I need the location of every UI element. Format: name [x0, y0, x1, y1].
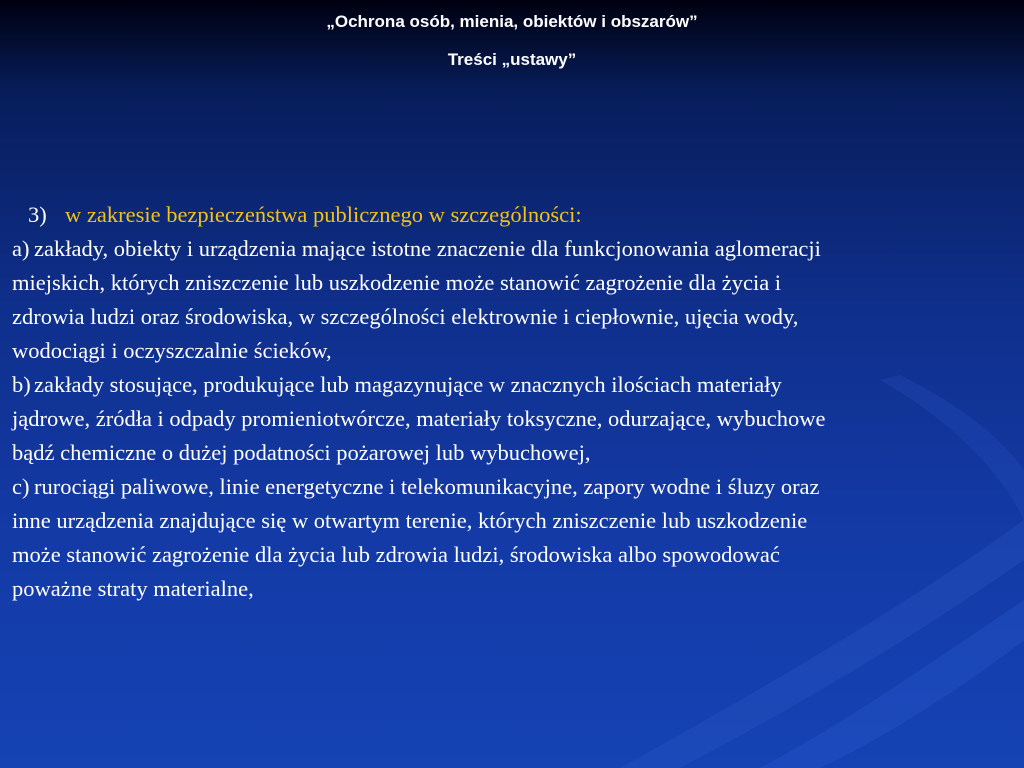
list-item-b: [12, 368, 1012, 470]
item-b-line-1: [12, 368, 1012, 402]
item-c-text-1: rurociągi paliwowe, linie energetyczne i telekomunikacyjne, zapory wodne i śluzy oraz: [34, 474, 820, 499]
slide-title: „Ochrona osób, mienia, obiektów i obszarów”: [326, 12, 698, 31]
section-heading-text: w zakresie bezpieczeństwa publicznego w szczególności:: [65, 202, 582, 227]
slide-subtitle: Treści „ustawy”: [447, 50, 577, 69]
item-b-line-3: bądź chemiczne o dużej podatności pożarowej lub wybuchowej,: [12, 440, 591, 465]
item-c-line-1: [12, 470, 1012, 504]
slide-header: [0, 10, 1024, 72]
item-b-letter: b): [12, 372, 31, 397]
list-item-c: [12, 470, 1012, 606]
item-a-text-1: zakłady, obiekty i urządzenia mające istotne znaczenie dla funkcjonowania aglomeracji: [34, 236, 821, 261]
item-a-line-1: [12, 232, 1012, 266]
item-a-line-4: wodociągi i oczyszczalnie ścieków,: [12, 338, 332, 363]
item-a-letter: a): [12, 236, 30, 261]
list-item-a: [12, 232, 1012, 368]
item-b-line-2: jądrowe, źródła i odpady promieniotwórcze, materiały toksyczne, odurzające, wybuchowe: [12, 406, 826, 431]
item-c-letter: c): [12, 474, 30, 499]
item-c-line-4: poważne straty materialne,: [12, 576, 254, 601]
item-b-text-1: zakłady stosujące, produkujące lub magazynujące w znacznych ilościach materiały: [34, 372, 782, 397]
section-number: 3): [28, 202, 47, 227]
item-a-line-3: zdrowia ludzi oraz środowiska, w szczególności elektrownie i ciepłownie, ujęcia wody,: [12, 304, 799, 329]
slide-body: [12, 198, 1012, 606]
item-c-line-2: inne urządzenia znajdujące się w otwartym terenie, których zniszczenie lub uszkodzenie: [12, 508, 808, 533]
item-c-line-3: może stanowić zagrożenie dla życia lub zdrowia ludzi, środowiska albo spowodować: [12, 542, 780, 567]
section-heading: [12, 198, 1012, 232]
item-a-line-2: miejskich, których zniszczenie lub uszkodzenie może stanowić zagrożenie dla życia i: [12, 270, 782, 295]
